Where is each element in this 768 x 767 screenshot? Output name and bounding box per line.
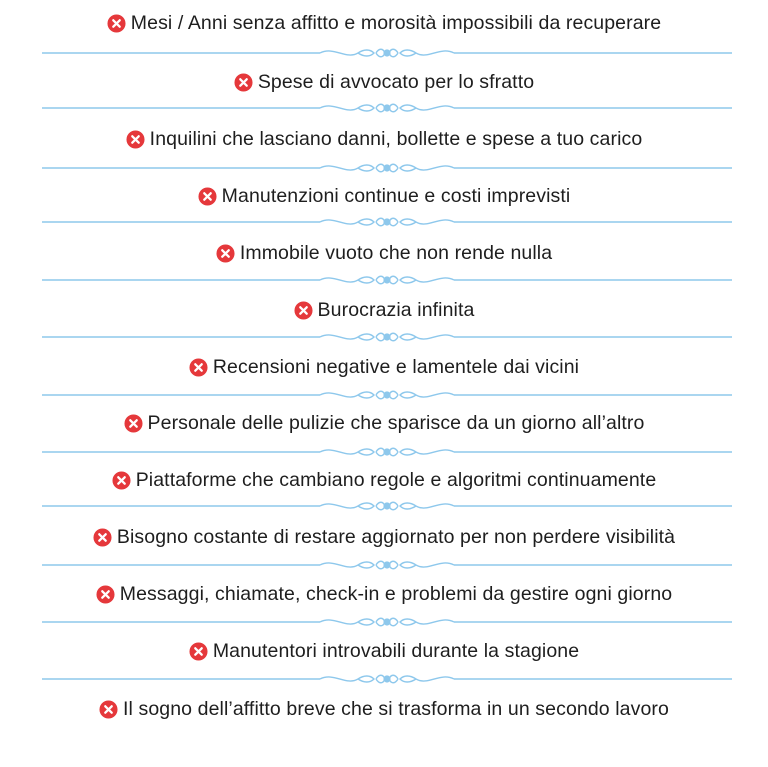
list-item-text: Mesi / Anni senza affitto e morosità impossibili da recuperare	[130, 11, 662, 34]
list-item	[0, 8, 768, 38]
list-item-text: Manutenzioni continue e costi imprevisti	[221, 184, 571, 207]
list-item-text: Spese di avvocato per lo sfratto	[257, 70, 535, 93]
list-item	[0, 181, 768, 211]
cross-circle-icon	[99, 700, 118, 719]
list-item-text: Bisogno costante di restare aggiornato per non perdere visibilità	[116, 525, 676, 548]
ornament-divider	[42, 387, 732, 403]
cross-circle-icon	[96, 585, 115, 604]
list-item	[0, 238, 768, 268]
cross-circle-icon	[107, 14, 126, 33]
list-item-text: Piattaforme che cambiano regole e algoritmi continuamente	[135, 468, 657, 491]
cross-circle-icon	[124, 414, 143, 433]
list-item-text: Personale delle pulizie che sparisce da un giorno all’altro	[147, 411, 645, 434]
list-item-text: Burocrazia infinita	[317, 298, 475, 321]
cross-circle-icon	[126, 130, 145, 149]
list-item	[0, 465, 768, 495]
ornament-divider	[42, 614, 732, 630]
ornament-divider	[42, 214, 732, 230]
cross-circle-icon	[189, 358, 208, 377]
list-item-text: Il sogno dell’affitto breve che si trasforma in un secondo lavoro	[123, 697, 669, 720]
list-item-text: Immobile vuoto che non rende nulla	[239, 241, 553, 264]
ornament-divider	[42, 671, 732, 687]
ornament-divider	[42, 272, 732, 288]
list-item	[0, 408, 768, 438]
list-item	[0, 579, 768, 609]
cross-circle-icon	[93, 528, 112, 547]
ornament-divider	[42, 329, 732, 345]
ornament-divider	[42, 45, 732, 61]
ornament-divider	[42, 444, 732, 460]
cross-circle-icon	[189, 642, 208, 661]
cross-circle-icon	[198, 187, 217, 206]
list-item	[0, 352, 768, 382]
list-item-text: Inquilini che lasciano danni, bollette e spese a tuo carico	[149, 127, 643, 150]
ornament-divider	[42, 160, 732, 176]
cross-circle-icon	[216, 244, 235, 263]
list-item	[0, 694, 768, 724]
list-item	[0, 67, 768, 97]
list-item-text: Recensioni negative e lamentele dai vicini	[212, 355, 580, 378]
list-item	[0, 522, 768, 552]
list-item-text: Manutentori introvabili durante la stagione	[212, 639, 580, 662]
ornament-divider	[42, 100, 732, 116]
list-item	[0, 295, 768, 325]
list-item-text: Messaggi, chiamate, check-in e problemi da gestire ogni giorno	[119, 582, 673, 605]
list-item	[0, 124, 768, 154]
list-item	[0, 636, 768, 666]
cross-circle-icon	[112, 471, 131, 490]
ornament-divider	[42, 498, 732, 514]
cross-circle-icon	[294, 301, 313, 320]
cross-circle-icon	[234, 73, 253, 92]
ornament-divider	[42, 557, 732, 573]
